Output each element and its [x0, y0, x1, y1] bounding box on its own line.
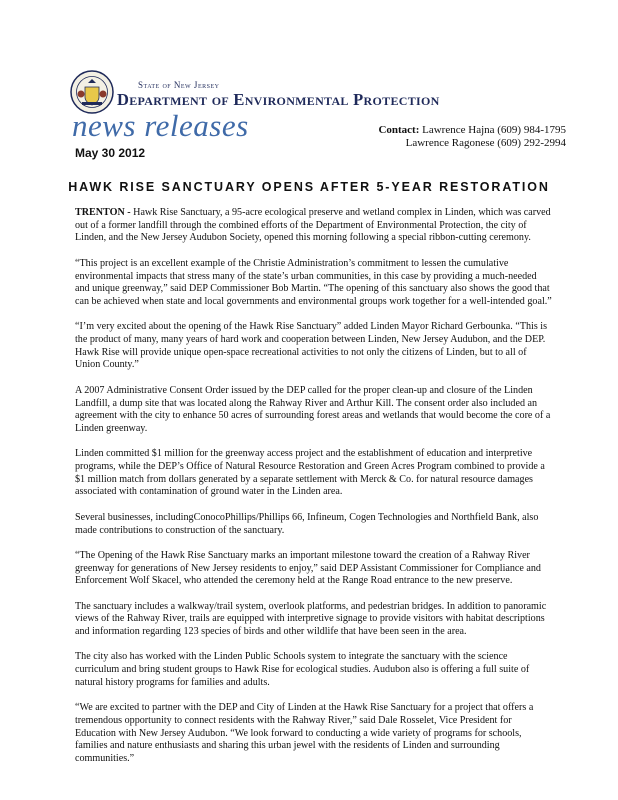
dateline: TRENTON -	[75, 207, 131, 218]
paragraph: “This project is an excellent example of the Christie Administration’s commitment to lessen the cumulative environmental impacts that stress many of the state’s urban communities, in this case by providing a much-needed and unique greenway,” said DEP Commissioner Bob Martin. “The opening of this sanctuary also shows the good that can be achieved when state and local governments and environmental groups work together for a well-intended goal.”	[75, 257, 552, 307]
paragraph: The sanctuary includes a walkway/trail system, overlook platforms, and pedestrian bridges. In addition to panoramic views of the Rahway River, trails are equipped with interpretive signage to provide visitors with habitat descriptions and information regarding 123 species of birds and other wildlife that have been seen in the area.	[75, 600, 547, 638]
paragraph: Linden committed $1 million for the greenway access project and the establishment of education and interpretive programs, while the DEP’s Office of Natural Resource Restoration and Green Acres Program combined to provide a $1 million match from dollars generated by a separate settlement with Merck & Co. for natural resource damages associated with contamination of ground water in the Linden area.	[75, 448, 545, 498]
contact-hajna: Lawrence Hajna (609) 984-1795	[422, 124, 566, 136]
paragraph: A 2007 Administrative Consent Order issued by the DEP called for the proper clean-up and closure of the Linden Landfill, a dump site that was located along the Rahway River and Arthur Kill. The consent order also included an agreement with the city to enhance 50 acres of surrounding forest areas and wetlands that would become the core of a Linden greenway.	[75, 384, 551, 434]
state-label: State of New Jersey	[138, 80, 220, 90]
paragraph	[75, 207, 552, 245]
paragraph: “I’m very excited about the opening of the Hawk Rise Sanctuary” added Linden Mayor Richard Gerbounka. “This is the product of many, many years of hard work and cooperation between Linden, New Jersey Audubon, and the DEP. Hawk Rise will provide unique open-space recreational activities to not only the citizens of Linden, but to all of Union County.”	[75, 321, 548, 371]
contact-label: Contact:	[378, 124, 420, 136]
news-releases-title: news releases	[72, 108, 249, 143]
department-title: Department of Environmental Protection	[117, 90, 440, 109]
paragraph: “We are excited to partner with the DEP and City of Linden at the Hawk Rise Sanctuary for a project that offers a tremendous opportunity to connect residents with the Rahway River,” said Dale Rosselet, Vice President for Education with New Jersey Audubon. “We look forward to conducting a wide variety of programs for schools, families and nature enthusiasts and sharing this urban jewel with the residents of Linden and surrounding communities.”	[75, 702, 534, 765]
article-body	[75, 207, 552, 778]
contact-block	[378, 124, 566, 150]
paragraph-text: Hawk Rise Sanctuary, a 95-acre ecological preserve and wetland complex in Linden, which was carved out of a former landfill through the combined efforts of the Department of Environmental Protection, the city of Linden, and the New Jersey Audubon Society, opened this morning following a special ribbon-cutting ceremony.	[75, 207, 551, 244]
paragraph: The city also has worked with the Linden Public Schools system to integrate the sanctuary with the science curriculum and bring student groups to Hawk Rise for ecological studies. Audubon also is offering a full suite of natural history programs for families and adults.	[75, 651, 530, 688]
contact-ragonese: Lawrence Ragonese (609) 292-2994	[405, 137, 566, 149]
headline: HAWK RISE SANCTUARY OPENS AFTER 5-YEAR RESTORATION	[68, 180, 550, 194]
release-date: May 30 2012	[75, 146, 146, 160]
paragraph: “The Opening of the Hawk Rise Sanctuary marks an important milestone toward the creation of a Rahway River greenway for generations of New Jersey residents to enjoy,” said DEP Assistant Commissioner for Compliance and Enforcement Wolf Skacel, who attended the ceremony held at the Range Road entrance to the new preserve.	[75, 549, 541, 587]
paragraph: Several businesses, includingConocoPhillips/Phillips 66, Infineum, Cogen Technologies and Northfield Bank, also made contributions to construction of the sanctuary.	[75, 511, 539, 536]
